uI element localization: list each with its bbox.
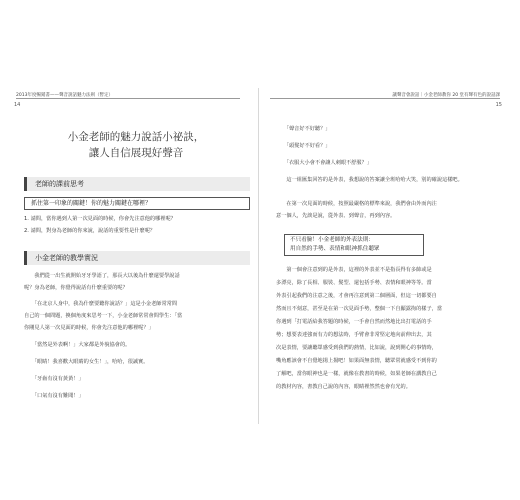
- body-line: 然而且不刻意，甚至是在第一次見面手勢，整個一下自顯露拘的樣子，當: [276, 306, 443, 312]
- body-line: 「眼睛！我喜歡大眼睛的女生！」，哈哈，很誠實。: [24, 359, 149, 365]
- body-line: 多漂亮，除了長相、服裝、髮型、還包括手勢、表情和眼神等等。當: [276, 280, 432, 286]
- body-line: 「在北京人身中，我為什麼要聽你說話？」這是小金老師常常問: [24, 301, 178, 307]
- body-line: 「當然是外表啊！」大家都是外貌協會的。: [24, 342, 131, 348]
- highlight-box: [284, 234, 424, 256]
- left-running-head: 2013年度暢銷書——聲音說話魅力法則（暫定）: [16, 93, 113, 98]
- question-item-2: 2. 請問，對身為老師的你來說，說話的重要性是什麼呢？: [24, 228, 156, 234]
- body-line: 的教材內容，書教自己說的內容，眼睛裡然然也會有光的。: [276, 384, 411, 390]
- body-line: 我們從一出生就開始牙牙學語了，那長大以後為什麼還要學說話: [24, 273, 180, 279]
- body-line: 意一個人，先談是說，從外表、到聲音，再到內容。: [276, 213, 396, 219]
- left-page: [6, 88, 254, 428]
- right-page: [262, 88, 512, 428]
- body-line: 自己的一個問題，換個角度來思考一下，小金老師常常會問學生：「當: [24, 313, 183, 319]
- right-running-head: 讓聲音會說話｜小金老師教你 20 堂有聲有色的說話課: [392, 93, 500, 98]
- right-running-head-rule: [270, 98, 500, 99]
- body-line: 勢；想要表達強而有力的想法時，手臂會非常堅定地向前伸出去，其: [276, 332, 432, 338]
- body-line: 「頭髮好不好看？」: [276, 143, 331, 149]
- body-line: 「牙齒有沒有黃黃！」: [24, 376, 84, 382]
- chapter-title-line1: 小金老師的魅力說話小祕訣，: [67, 131, 205, 143]
- question-box: 抓住第一印象的關鍵！你的魅力關鍵在哪裡？: [24, 197, 250, 210]
- body-line: 「聲音好不好聽？」: [276, 126, 331, 132]
- body-line: 次是表情，要讓聽眾感受到我們的熱情，比如說，說到開心的事情時，: [276, 345, 437, 351]
- book-spine: [258, 88, 259, 424]
- left-page-number: 14: [14, 102, 21, 108]
- question-item-1: 1. 請問，當你遇到人第一次見面的時候，你會先注意他的哪裡呢？: [24, 216, 176, 222]
- body-line: 這一組匯集回答的是外表，我想說的答案讓全班哈哈大笑，別的確說這樣吧。: [276, 177, 463, 183]
- body-line: 第一個會注意到的是外表，這裡的外表並不是指長得有多帥或是: [276, 267, 432, 273]
- chapter-title-line2: 讓人自信展現好聲音: [88, 147, 184, 159]
- body-line: 「衣服大小會不會讓人刺眼不舒服？」: [276, 160, 372, 166]
- body-line: 在第一次見面的時候，按照最嚴格的標準來說，我們會由外而內注: [276, 201, 437, 207]
- section-heading-teaching: 小金老師的教學實況: [24, 251, 250, 265]
- body-line: 嘴角應該會不自覺地揚上揚吧！如果面無表情，聽眾常就感受不到你的: [276, 358, 437, 364]
- section-heading-pre-class: 老師的課前思考: [24, 177, 250, 191]
- highlight-line1: 不只看臉！小金老師的外表法則：: [290, 237, 374, 243]
- body-line: 你遇到「打電話給我答題的時候，一手會自然而然地比出打電話的手: [276, 319, 432, 325]
- left-running-head-rule: [16, 98, 240, 99]
- highlight-line2: 用自然的手勢、表情和眼神抓住聽眾: [290, 246, 380, 252]
- body-line: 了解吧，當你眼神也是一樣，就像在教書的時候，如果老師在講教自己: [276, 371, 437, 377]
- body-line: 外表引起我們的注意之後，才會再注意到第二個層面，但這一切都要自: [276, 293, 437, 299]
- body-line: 你剛見人第一次見面的時候，你會先注意他的哪裡呢？」: [24, 325, 154, 331]
- body-line: 「口氣有沒有難聞！」: [24, 393, 84, 399]
- right-page-number: 15: [495, 102, 502, 108]
- body-line: 呢？身為老師，你覺得說話有什麼重要的呢？: [24, 285, 128, 291]
